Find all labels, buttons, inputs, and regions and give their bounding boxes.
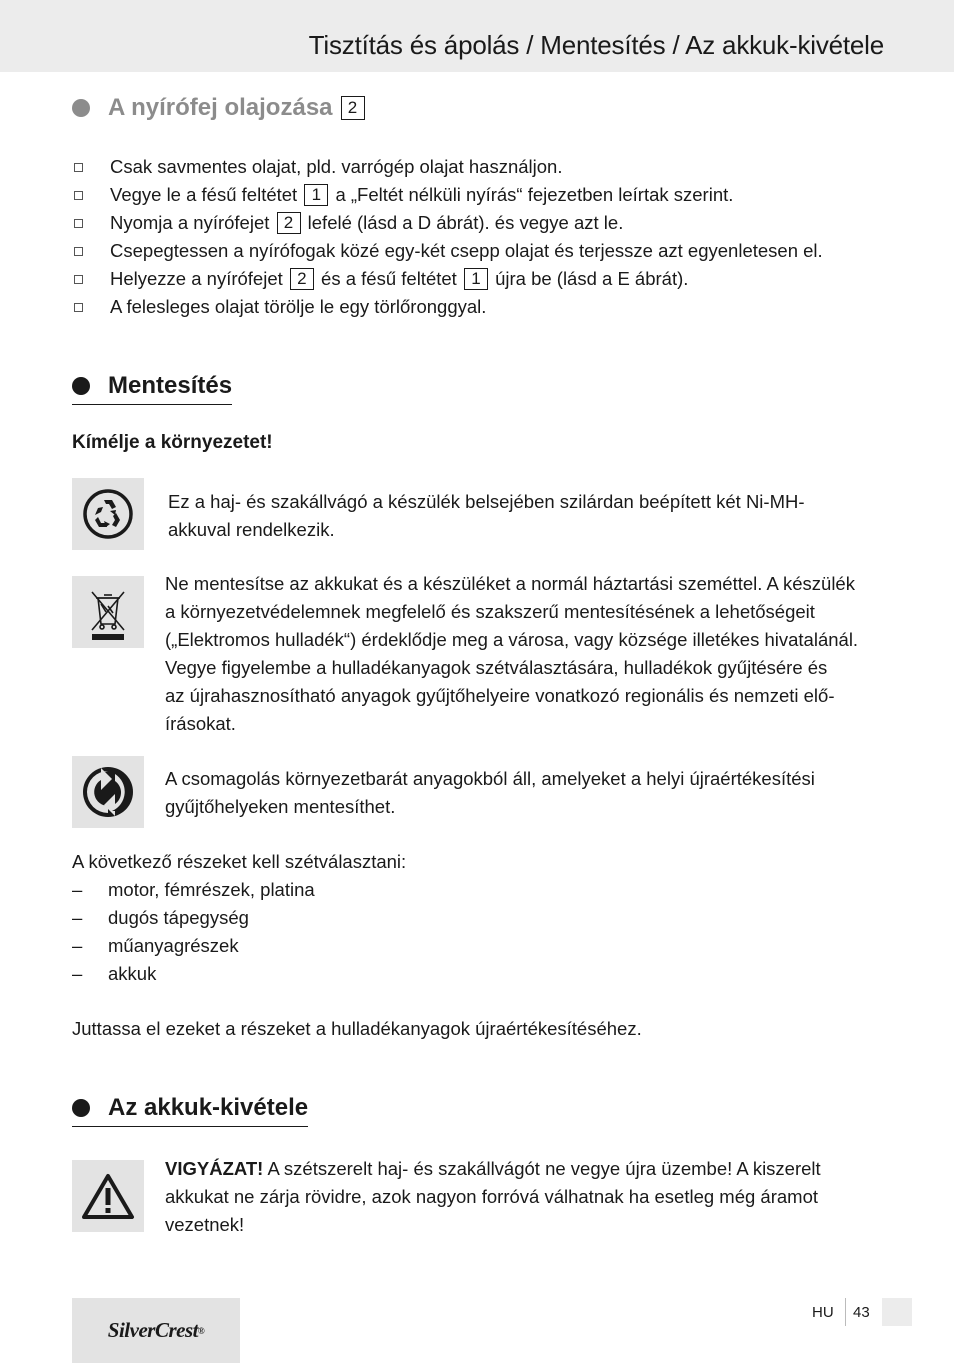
dash-bullet: –	[72, 879, 83, 900]
list-item	[72, 209, 823, 237]
text-line: vezetnek!	[165, 1214, 245, 1235]
text-line: akkuval rendelkezik.	[168, 519, 335, 540]
text-line: Ez a haj- és szakállvágó a készülék belsejében szilárdan beépített két Ni-MH-	[168, 491, 805, 512]
dash-bullet: –	[72, 907, 83, 928]
step-text: lefelé (lásd a D ábrát). és vegye azt le.	[302, 212, 624, 233]
closing-text: Juttassa el ezeket a részeket a hulladékanyagok újraértékesítéséhez.	[72, 1018, 642, 1039]
warning-triangle-icon	[81, 1172, 135, 1220]
checkbox-bullet-icon	[74, 275, 83, 284]
text-line: az újrahasznosítható anyagok gyűjtőhelyeire vonatkozó regionális és nemzeti elő-	[165, 685, 835, 706]
step-text: Csak savmentes olajat, pld. varrógép olajat használjon.	[110, 156, 563, 177]
page-title: Tisztítás és ápolás / Mentesítés / Az akkuk-kivétele	[308, 30, 884, 60]
list-item	[72, 153, 823, 181]
text-line: a környezetvédelemnek megfelelő és szakszerű mentesítésének a lehetőségeit	[165, 601, 815, 622]
bullet-dot-icon	[72, 377, 90, 395]
figure-ref: 1	[464, 268, 488, 290]
separate-parts-list	[72, 876, 315, 988]
oiling-steps-list	[72, 153, 823, 321]
text-line: Vegye figyelembe a hulladékanyagok szétválasztására, hulladékok gyűjtésére és	[165, 657, 828, 678]
figure-ref: 2	[277, 212, 301, 234]
brand-name: SilverCrest	[107, 1318, 198, 1342]
list-item	[72, 932, 315, 960]
weee-icon-box	[72, 576, 144, 648]
text-line: A csomagolás környezetbarát anyagokból áll, amelyeket a helyi újraértékesítési	[165, 768, 815, 789]
recycle-icon-box	[72, 478, 144, 550]
checkbox-bullet-icon	[74, 303, 83, 312]
item-text: műanyagrészek	[108, 935, 239, 956]
battery-recycling-icon	[82, 488, 134, 540]
brand-mark: ®	[197, 1325, 205, 1336]
warning-line: A szétszerelt haj- és szakállvágót ne vegye újra üzembe! A kiszerelt	[267, 1158, 821, 1179]
text-line: Ne mentesítse az akkukat és a készüléket a normál háztartási szeméttel. A készülék	[165, 573, 855, 594]
checkbox-bullet-icon	[74, 163, 83, 172]
crossed-out-bin-icon	[86, 582, 130, 642]
step-text: újra be (lásd a E ábrát).	[489, 268, 689, 289]
step-text: és a fésű feltétet	[315, 268, 462, 289]
step-text: a „Feltét nélküli nyírás“ fejezetben leírtak szerint.	[330, 184, 734, 205]
list-item	[72, 237, 823, 265]
step-text: Csepegtessen a nyírófogak közé egy-két csepp olajat és terjessze azt egyenletesen el.	[110, 240, 823, 261]
environment-subheading: Kímélje a környezetet!	[72, 432, 273, 453]
footer-tab	[882, 1298, 912, 1326]
warning-icon-box	[72, 1160, 144, 1232]
heading-text: Mentesítés	[108, 372, 233, 399]
warning-label: VIGYÁZAT!	[165, 1158, 264, 1179]
checkbox-bullet-icon	[74, 191, 83, 200]
text-line: gyűjtőhelyeken mentesíthet.	[165, 796, 396, 817]
green-dot-icon	[81, 765, 135, 819]
text-line: akkukat ne zárja rövidre, azok nagyon forróvá válhatnak ha esetleg még áramot	[165, 1186, 819, 1207]
bullet-dot-icon	[72, 1099, 90, 1117]
figure-ref: 2	[341, 96, 365, 120]
dash-bullet: –	[72, 963, 83, 984]
step-text: A felesleges olajat törölje le egy törlőronggyal.	[110, 296, 487, 317]
step-text: Vegye le a fésű feltétet	[110, 184, 303, 205]
item-text: dugós tápegység	[108, 907, 249, 928]
step-text: Nyomja a nyírófejet	[110, 212, 275, 233]
section-heading-removal	[72, 1094, 308, 1127]
packaging-info-text	[165, 765, 815, 821]
figure-ref: 1	[304, 184, 328, 206]
warning-text	[165, 1155, 821, 1239]
list-item	[72, 876, 315, 904]
battery-info-text	[168, 488, 805, 544]
text-line: írásokat.	[165, 713, 236, 734]
list-item	[72, 265, 823, 293]
section-heading-oiling	[72, 94, 367, 122]
step-text: Helyezze a nyírófejet	[110, 268, 288, 289]
list-item	[72, 181, 823, 209]
checkbox-bullet-icon	[74, 247, 83, 256]
list-item	[72, 960, 315, 988]
item-text: motor, fémrészek, platina	[108, 879, 315, 900]
section-heading-disposal	[72, 372, 232, 405]
dash-bullet: –	[72, 935, 83, 956]
green-dot-icon-box	[72, 756, 144, 828]
heading-text: Az akkuk-kivétele	[108, 1094, 309, 1121]
list-item	[72, 904, 315, 932]
page-header	[0, 0, 954, 72]
bullet-dot-icon	[72, 99, 90, 117]
weee-info-text	[165, 570, 858, 738]
heading-text: A nyírófej olajozása	[108, 94, 333, 121]
separate-intro: A következő részeket kell szétválasztani:	[72, 851, 407, 872]
page-number: 43	[853, 1304, 870, 1321]
brand-logo	[72, 1298, 240, 1363]
language-code: HU	[812, 1304, 834, 1321]
footer-divider	[845, 1298, 846, 1326]
checkbox-bullet-icon	[74, 219, 83, 228]
list-item	[72, 293, 823, 321]
text-line: („Elektromos hulladék“) érdeklődje meg a városa, vagy községe illetékes hivatalánál.	[165, 629, 859, 650]
item-text: akkuk	[108, 963, 157, 984]
figure-ref: 2	[290, 268, 314, 290]
